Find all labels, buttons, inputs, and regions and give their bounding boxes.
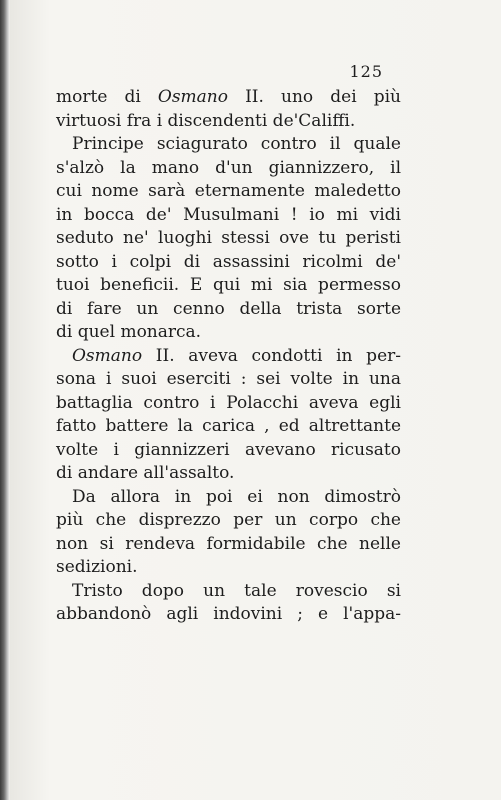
text-line — [56, 133, 401, 157]
text-line — [56, 439, 401, 463]
text-segment: sedizioni. — [56, 557, 138, 577]
text-line — [56, 415, 401, 439]
text-line — [56, 321, 401, 345]
text-segment: tuoi beneficii. E qui mi sia permesso — [56, 275, 401, 295]
text-segment: Tristo dopo un tale rovescio si — [72, 580, 401, 601]
text-line — [56, 86, 401, 110]
body-text — [56, 86, 401, 627]
text-segment: Da allora in poi ei non dimostrò — [72, 486, 401, 507]
text-segment: di quel monarca. — [56, 322, 202, 342]
text-segment: più che disprezzo per un corpo che — [56, 510, 401, 530]
page-number: 125 — [349, 62, 383, 81]
text-segment: fatto battere la carica , ed altrettante — [56, 416, 401, 436]
text-line — [56, 486, 401, 510]
text-line — [56, 157, 401, 181]
text-segment: di andare all'assalto. — [56, 463, 235, 483]
text-segment: II. uno dei più — [228, 87, 401, 107]
text-line — [56, 298, 401, 322]
text-line — [56, 368, 401, 392]
text-segment: cui nome sarà eternamente maledetto — [56, 181, 401, 201]
text-line — [56, 509, 401, 533]
text-line — [56, 556, 401, 580]
text-segment: Principe sciagurato contro il quale — [72, 134, 401, 154]
text-segment: abbandonò agli indovini ; e l'appa- — [56, 604, 401, 624]
text-segment: seduto ne' luoghi stessi ove tu peristi — [56, 228, 401, 248]
text-line — [56, 110, 401, 134]
text-segment: virtuosi fra i discendenti de'Califfi. — [56, 110, 356, 131]
italic-name: Osmano — [157, 87, 228, 107]
book-page — [10, 0, 501, 800]
book-binding-edge — [0, 0, 10, 800]
text-segment: sona i suoi eserciti : sei volte in una — [56, 369, 401, 389]
text-line — [56, 580, 401, 604]
text-segment: non si rendeva formidabile che nelle — [56, 533, 401, 554]
text-line — [56, 392, 401, 416]
text-line — [56, 227, 401, 251]
text-line — [56, 345, 401, 369]
text-line — [56, 603, 401, 627]
text-segment: di fare un cenno della trista sorte — [56, 298, 401, 319]
text-segment: s'alzò la mano d'un giannizzero, il — [56, 157, 401, 178]
text-line — [56, 251, 401, 275]
text-segment: II. aveva condotti in per- — [142, 345, 401, 366]
text-line — [56, 274, 401, 298]
text-segment: sotto i colpi di assassini ricolmi de' — [56, 251, 401, 272]
text-segment: in bocca de' Musulmani ! io mi vidi — [56, 204, 401, 225]
text-line — [56, 204, 401, 228]
text-segment: morte di — [56, 87, 158, 107]
text-segment: volte i giannizzeri avevano ricusato — [56, 439, 401, 460]
text-line — [56, 180, 401, 204]
text-line — [56, 462, 401, 486]
text-line — [56, 533, 401, 557]
italic-name: Osmano — [72, 345, 143, 366]
text-segment: battaglia contro i Polacchi aveva egli — [56, 392, 401, 413]
